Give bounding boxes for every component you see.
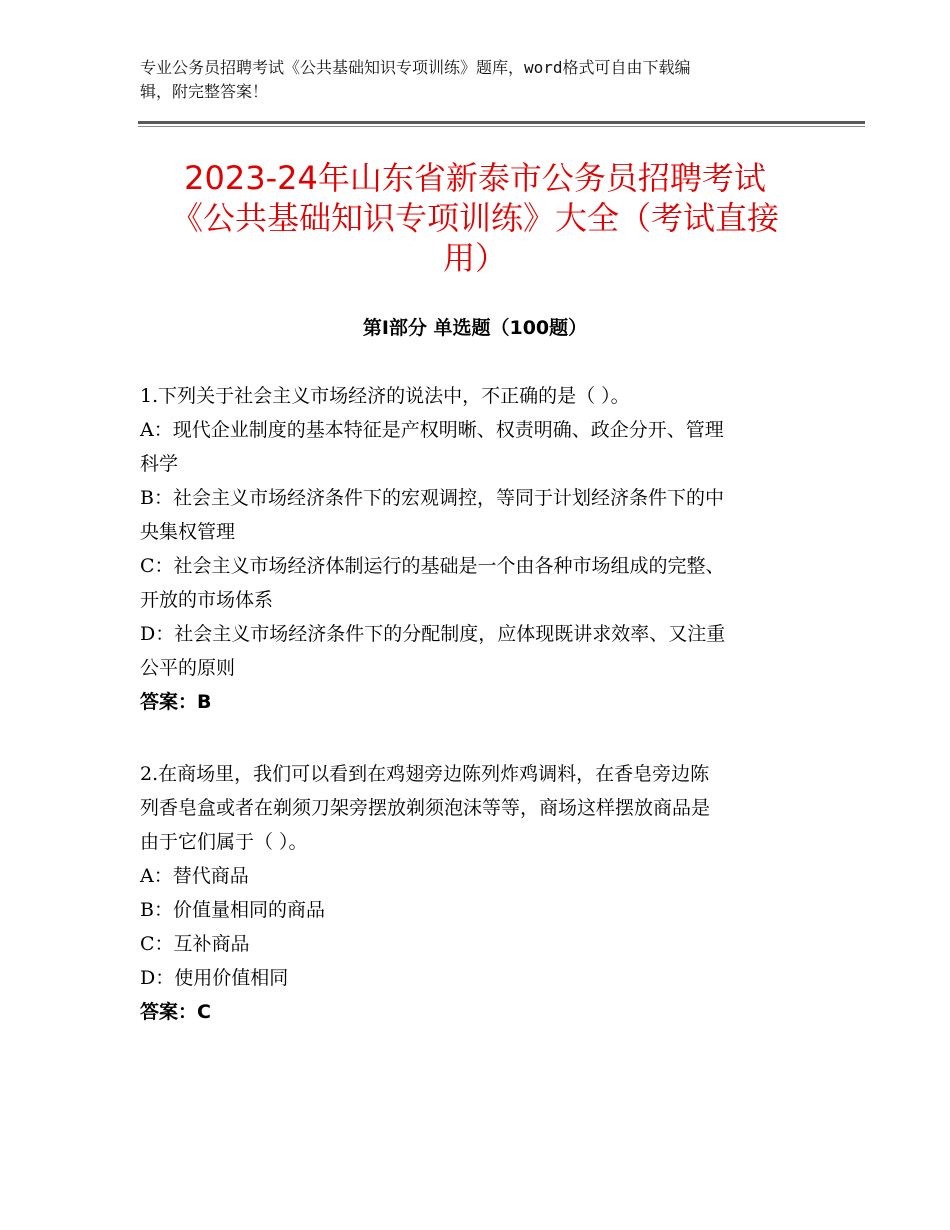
option-d: D：社会主义市场经济条件下的分配制度，应体现既讲求效率、又注重	[140, 623, 726, 645]
option-d: D：使用价值相同	[140, 967, 289, 989]
answer-label: 答案：B	[140, 691, 212, 713]
option-c: C：社会主义市场经济体制运行的基础是一个由各种市场组成的完整、	[140, 555, 725, 577]
document-title-line: 《公共基础知识专项训练》大全（考试直接	[170, 199, 779, 237]
document-title-line: 用）	[442, 239, 507, 277]
option-a: A：现代企业制度的基本特征是产权明晰、权责明确、政企分开、管理	[140, 419, 724, 441]
question-stem: 2.在商场里，我们可以看到在鸡翅旁边陈列炸鸡调料，在香皂旁边陈	[140, 763, 710, 785]
question-stem: 列香皂盒或者在剃须刀架旁摆放剃须泡沫等等，商场这样摆放商品是	[140, 797, 711, 819]
document-title	[140, 158, 810, 278]
answer-label: 答案：C	[140, 1001, 211, 1023]
question-1	[140, 379, 810, 719]
option-c-continued: 开放的市场体系	[140, 589, 274, 611]
header-divider-thick	[138, 121, 865, 124]
header-note-line: 辑，附完整答案！	[140, 82, 269, 101]
option-a: A：替代商品	[140, 865, 249, 887]
question-stem: 由于它们属于（ ）。	[140, 831, 308, 853]
question-2	[140, 757, 810, 1029]
header-note-line: 专业公务员招聘考试《公共基础知识专项训练》题库，word格式可自由下载编	[140, 58, 691, 77]
option-a-continued: 科学	[140, 453, 179, 475]
document-title-line: 2023-24年山东省新泰市公务员招聘考试	[184, 159, 766, 197]
option-c: C：互补商品	[140, 933, 250, 955]
question-stem: 1.下列关于社会主义市场经济的说法中，不正确的是（ ）。	[140, 385, 630, 407]
header-note	[140, 56, 800, 104]
section-heading: 第Ⅰ部分 单选题（100题）	[362, 317, 588, 339]
header-divider-thin	[138, 126, 865, 127]
option-b: B：价值量相同的商品	[140, 899, 325, 921]
option-b-continued: 央集权管理	[140, 521, 236, 543]
option-b: B：社会主义市场经济条件下的宏观调控，等同于计划经济条件下的中	[140, 487, 724, 509]
option-d-continued: 公平的原则	[140, 657, 236, 679]
